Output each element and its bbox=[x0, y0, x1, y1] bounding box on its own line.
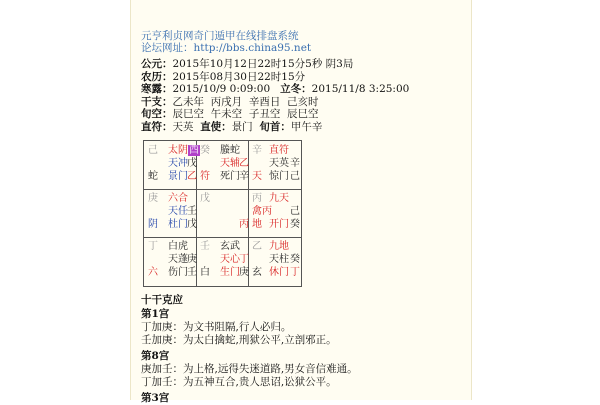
palace-door: 开门 bbox=[269, 219, 289, 230]
palace-star: 天柱 bbox=[269, 254, 289, 265]
ganzhi-label: 干支： bbox=[141, 95, 173, 108]
palace-stem: 乙 bbox=[187, 171, 197, 182]
palace-8-line: 丁加壬：为五神互合,贵人思诏,讼狱公平。 bbox=[141, 376, 337, 388]
palace-gan: 辛 bbox=[252, 145, 262, 156]
ganzhi-value: 乙未年 丙戌月 辛酉日 己亥时 bbox=[172, 95, 319, 108]
palace-god: 九地 bbox=[269, 241, 289, 252]
palace-gan: 丙 bbox=[252, 193, 262, 204]
xunkong-row bbox=[141, 108, 409, 121]
jieqi-row bbox=[141, 83, 409, 96]
palace-star: 禽丙 bbox=[252, 206, 272, 217]
palace-god: 白虎 bbox=[168, 241, 188, 252]
palace-sign: 玄 bbox=[252, 267, 262, 278]
palace-sign: 地 bbox=[252, 219, 262, 230]
palace-stem: 癸 bbox=[290, 254, 300, 265]
palace-sign: 白 bbox=[200, 267, 210, 278]
palace-gan: 庚 bbox=[148, 193, 158, 204]
palace-1-line: 壬加庚：为太白擒蛇,刑狱公平,立剖邪正。 bbox=[141, 334, 337, 346]
zhishi-value: 景门 bbox=[231, 120, 253, 133]
palace-stem: 壬 bbox=[187, 206, 197, 217]
nongli-value: 2015年08月30日22时15分 bbox=[172, 70, 306, 83]
xunshou-value: 甲午辛 bbox=[290, 120, 323, 133]
palace-stem: 戊 bbox=[187, 158, 197, 169]
gongyuan-value: 2015年10月12日22时15分5秒 阴3局 bbox=[172, 58, 354, 70]
palace-stem: 癸 bbox=[290, 219, 300, 230]
zhifu-row bbox=[141, 121, 409, 134]
palace-stem: 丁 bbox=[239, 254, 249, 265]
forum-label: 论坛网址： bbox=[141, 42, 194, 54]
gongyuan-label: 公元： bbox=[141, 58, 173, 70]
page-content bbox=[130, 0, 472, 404]
palace-gan: 乙 bbox=[252, 241, 262, 252]
lidong-value: 2015/11/8 3:25:00 bbox=[311, 83, 410, 95]
palace-god: 玄武 bbox=[220, 241, 240, 252]
hanlu-label: 寒露： bbox=[141, 83, 173, 95]
palace-gan: 癸 bbox=[200, 145, 210, 156]
palace-1-title: 第1宫 bbox=[141, 308, 170, 320]
palace-stem: 丙 bbox=[239, 219, 249, 230]
palace-8-title: 第8宫 bbox=[141, 350, 170, 362]
site-header bbox=[141, 30, 311, 54]
site-title: 元亨利贞网奇门遁甲在线排盘系统 bbox=[141, 30, 299, 42]
highlight-mark: 酉 bbox=[189, 145, 199, 156]
palace-star: 天任 bbox=[168, 206, 188, 217]
ganzhi-row bbox=[141, 96, 409, 109]
nongli-row bbox=[141, 71, 409, 84]
palace-god: 螣蛇 bbox=[220, 145, 240, 156]
palace-door: 杜门 bbox=[168, 219, 188, 230]
palace-stem: 己 bbox=[290, 171, 300, 182]
zhifu-label: 直符： bbox=[141, 120, 173, 133]
palace-sign: 蛇 bbox=[148, 171, 158, 182]
palace-gan: 丁 bbox=[148, 241, 158, 252]
palace-3-title: 第3宫 bbox=[141, 392, 170, 404]
palace-door: 生门 bbox=[220, 267, 240, 278]
palace-sign: 符 bbox=[200, 171, 210, 182]
palace-stem: 壬 bbox=[187, 267, 197, 278]
palace-stem: 乙 bbox=[239, 158, 249, 169]
palace-god: 直符 bbox=[269, 145, 289, 156]
palace-god: 太阴酉 bbox=[168, 145, 199, 156]
palace-stem: 戊 bbox=[187, 219, 197, 230]
qimen-chart-grid bbox=[143, 140, 302, 287]
palace-stem: 辛 bbox=[239, 171, 249, 182]
gongyuan-row bbox=[141, 58, 409, 71]
palace-stem: 庚 bbox=[187, 254, 197, 265]
palace-stem: 庚 bbox=[239, 267, 249, 278]
grid-divider bbox=[144, 237, 301, 238]
xunkong-value: 辰巳空 午未空 子丑空 辰巳空 bbox=[172, 108, 319, 120]
forum-line bbox=[141, 42, 311, 54]
palace-8-line: 庚加壬：为上格,远得失迷道路,男女音信难通。 bbox=[141, 363, 358, 375]
palace-stem: 辛 bbox=[290, 158, 300, 169]
xunkong-label: 旬空： bbox=[141, 108, 173, 120]
palace-stem: 己 bbox=[290, 206, 300, 217]
palace-sign: 阴 bbox=[148, 219, 158, 230]
palace-god: 九天 bbox=[269, 193, 289, 204]
xunshou-label: 旬首： bbox=[259, 120, 291, 133]
section-title: 十干克应 bbox=[141, 294, 183, 306]
zhifu-value: 天英 bbox=[172, 120, 194, 133]
grid-divider bbox=[144, 189, 301, 190]
palace-star: 天心 bbox=[220, 254, 240, 265]
palace-door: 死门 bbox=[220, 171, 240, 182]
palace-star: 天英 bbox=[269, 158, 289, 169]
palace-star: 天辅 bbox=[220, 158, 240, 169]
palace-door: 伤门 bbox=[168, 267, 188, 278]
zhishi-label: 直使： bbox=[200, 120, 232, 133]
lidong-label: 立冬： bbox=[280, 83, 312, 95]
palace-god: 六合 bbox=[168, 193, 188, 204]
palace-star: 天冲 bbox=[168, 158, 188, 169]
nongli-label: 农历： bbox=[141, 70, 173, 83]
palace-gan: 己 bbox=[148, 145, 158, 156]
hanlu-value: 2015/10/9 0:09:00 bbox=[172, 83, 271, 95]
chart-info bbox=[141, 58, 409, 133]
forum-url-link[interactable]: http://bbs.china95.net bbox=[193, 42, 312, 54]
palace-sign: 天 bbox=[252, 171, 262, 182]
palace-sign: 六 bbox=[148, 267, 158, 278]
palace-gan: 壬 bbox=[200, 241, 210, 252]
palace-door: 惊门 bbox=[269, 171, 289, 182]
palace-1-line: 丁加庚：为文书阻隔,行人必归。 bbox=[141, 321, 292, 333]
palace-door: 景门 bbox=[168, 171, 188, 182]
palace-star: 天蓬 bbox=[168, 254, 188, 265]
palace-door: 休门 bbox=[269, 267, 289, 278]
palace-gan: 戊 bbox=[200, 193, 210, 204]
palace-stem: 丁 bbox=[290, 267, 300, 278]
